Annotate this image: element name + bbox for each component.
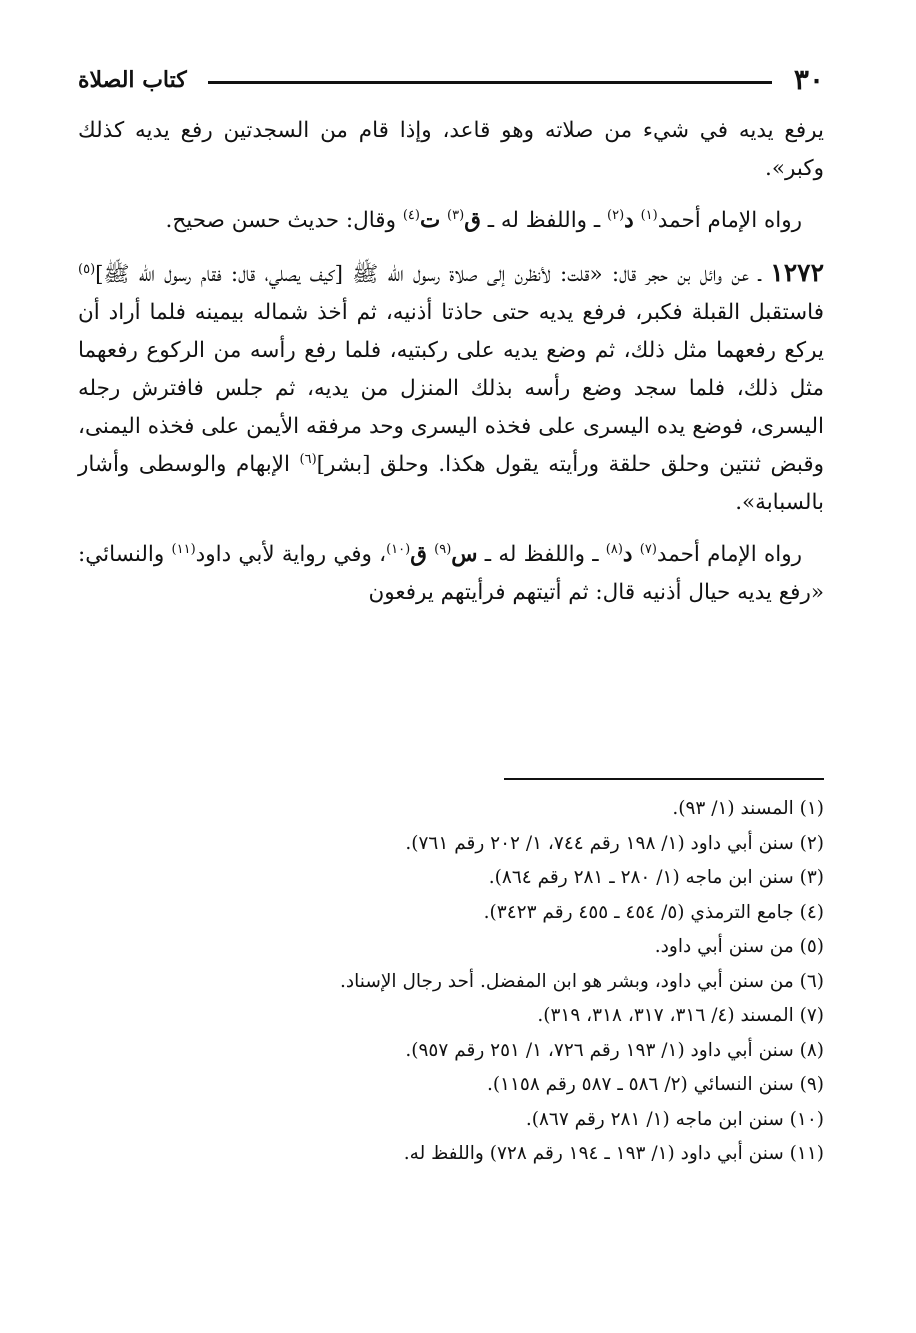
paragraph-continuation: يرفع يديه في شيء من صلاته وهو قاعد، وإذا قام من السجدتين رفع يديه كذلك وكبر». [78, 118, 824, 181]
footnote-separator [504, 778, 824, 780]
footnote-item: (٧) المسند (٤/ ٣١٦، ٣١٧، ٣١٨، ٣١٩). [537, 1005, 824, 1026]
footnote-item: (١٠) سنن ابن ماجه (١/ ٢٨١ رقم ٨٦٧). [525, 1108, 824, 1130]
footnotes [78, 792, 824, 1172]
text-run: ـ واللفظ له ـ [477, 542, 606, 567]
source-symbol: د [622, 542, 633, 567]
text-run: رواه الإمام أحمد [656, 542, 802, 567]
footnote-ref: (١٠) [386, 541, 411, 557]
source-symbol: د [624, 208, 634, 233]
footnote-item: (٥) من سنن أبي داود. [654, 936, 824, 957]
text-run: الإبهام والوسطى وأشار بالسبابة». [78, 452, 824, 515]
footnote-item: (٦) من سنن أبي داود، وبشر هو ابن المفضل. أحد رجال الإسناد. [340, 970, 824, 992]
source-symbol: ق [410, 542, 427, 567]
source-symbol: ق [464, 208, 481, 233]
footnote-item: (٩) سنن النسائي (٢/ ٥٨٦ ـ ٥٨٧ رقم ١١٥٨). [486, 1074, 824, 1095]
page-number: ٣٠ [793, 63, 824, 96]
footnote-ref: (٦) [299, 451, 317, 467]
footnote-ref: (٢) [607, 207, 625, 223]
running-title: كتاب الصلاة [78, 67, 187, 93]
header-rule [208, 81, 772, 84]
footnote-item: (٤) جامع الترمذي (٥/ ٤٥٤ ـ ٤٥٥ رقم ٣٤٢٣). [483, 901, 824, 923]
text-run: والنسائي: «رفع يديه حيال أذنيه قال: ثم أتيتهم فرأيتهم يرفعون [78, 542, 824, 605]
text-run: ، وفي رواية لأبي داود [195, 542, 387, 567]
text-run: ـ عن وائل بن حجر قال: «قلت: لأنظرن إلى صلاة رسول الله ﷺ [كيف يصلي، قال: فقام رسول الله ﷺ] [95, 262, 771, 287]
text-run: رواه الإمام أحمد [657, 208, 802, 233]
text-run: وقال: حديث حسن صحيح. [165, 208, 403, 233]
hadith-number: ١٢٧٢ [770, 258, 824, 287]
footnote-ref: (٣) [447, 207, 465, 223]
footnote-ref: (١١) [171, 541, 196, 557]
paragraph-hadith-1272 [78, 254, 824, 522]
footnote-ref: (٥) [78, 261, 96, 277]
paragraph-narration-2 [78, 536, 824, 612]
paragraph-narration-1 [78, 202, 824, 240]
footnote-item: (١) المسند (١/ ٩٣). [672, 798, 824, 819]
source-symbol: س [451, 542, 478, 567]
footnote-ref: (٨) [605, 541, 623, 557]
page-header [78, 60, 824, 100]
text-run: فاستقبل القبلة فكبر، فرفع يديه حتى حاذتا أذنيه، ثم أخذ شماله بيمينه فلما أراد أن يركع رفعهما مثل ذلك، ثم وضع يديه على ركبتيه، فلما رفع رأسه من الركوع رفعهما مثل ذلك، فلما سجد وضع رأسه بذلك المنزل من يديه، ثم جلس فافترش رجله اليسرى، فوضع يده اليسرى على فخذه اليسرى وحد مرفقه الأيمن على فخذه اليمنى، وقبض ثنتين وحلق حلقة ورأيته يقول هكذا. وحلق [بشر] [78, 300, 824, 477]
footnote-ref: (٧) [639, 541, 657, 557]
source-symbol: ت [419, 208, 441, 233]
text-run: ـ واللفظ له ـ [480, 208, 608, 233]
footnote-item: (٢) سنن أبي داود (١/ ١٩٨ رقم ٧٤٤، ١/ ٢٠٢ رقم ٧٦١). [405, 832, 824, 854]
footnote-item: (٣) سنن ابن ماجه (١/ ٢٨٠ ـ ٢٨١ رقم ٨٦٤). [488, 867, 824, 888]
footnote-ref: (٩) [434, 541, 452, 557]
footnote-ref: (٤) [402, 207, 420, 223]
main-text [78, 112, 824, 626]
footnote-ref: (١) [640, 207, 658, 223]
footnote-item: (١١) سنن أبي داود (١/ ١٩٣ ـ ١٩٤ رقم ٧٢٨) واللفظ له. [403, 1143, 824, 1164]
footnote-item: (٨) سنن أبي داود (١/ ١٩٣ رقم ٧٢٦، ١/ ٢٥١ رقم ٩٥٧). [405, 1039, 824, 1061]
